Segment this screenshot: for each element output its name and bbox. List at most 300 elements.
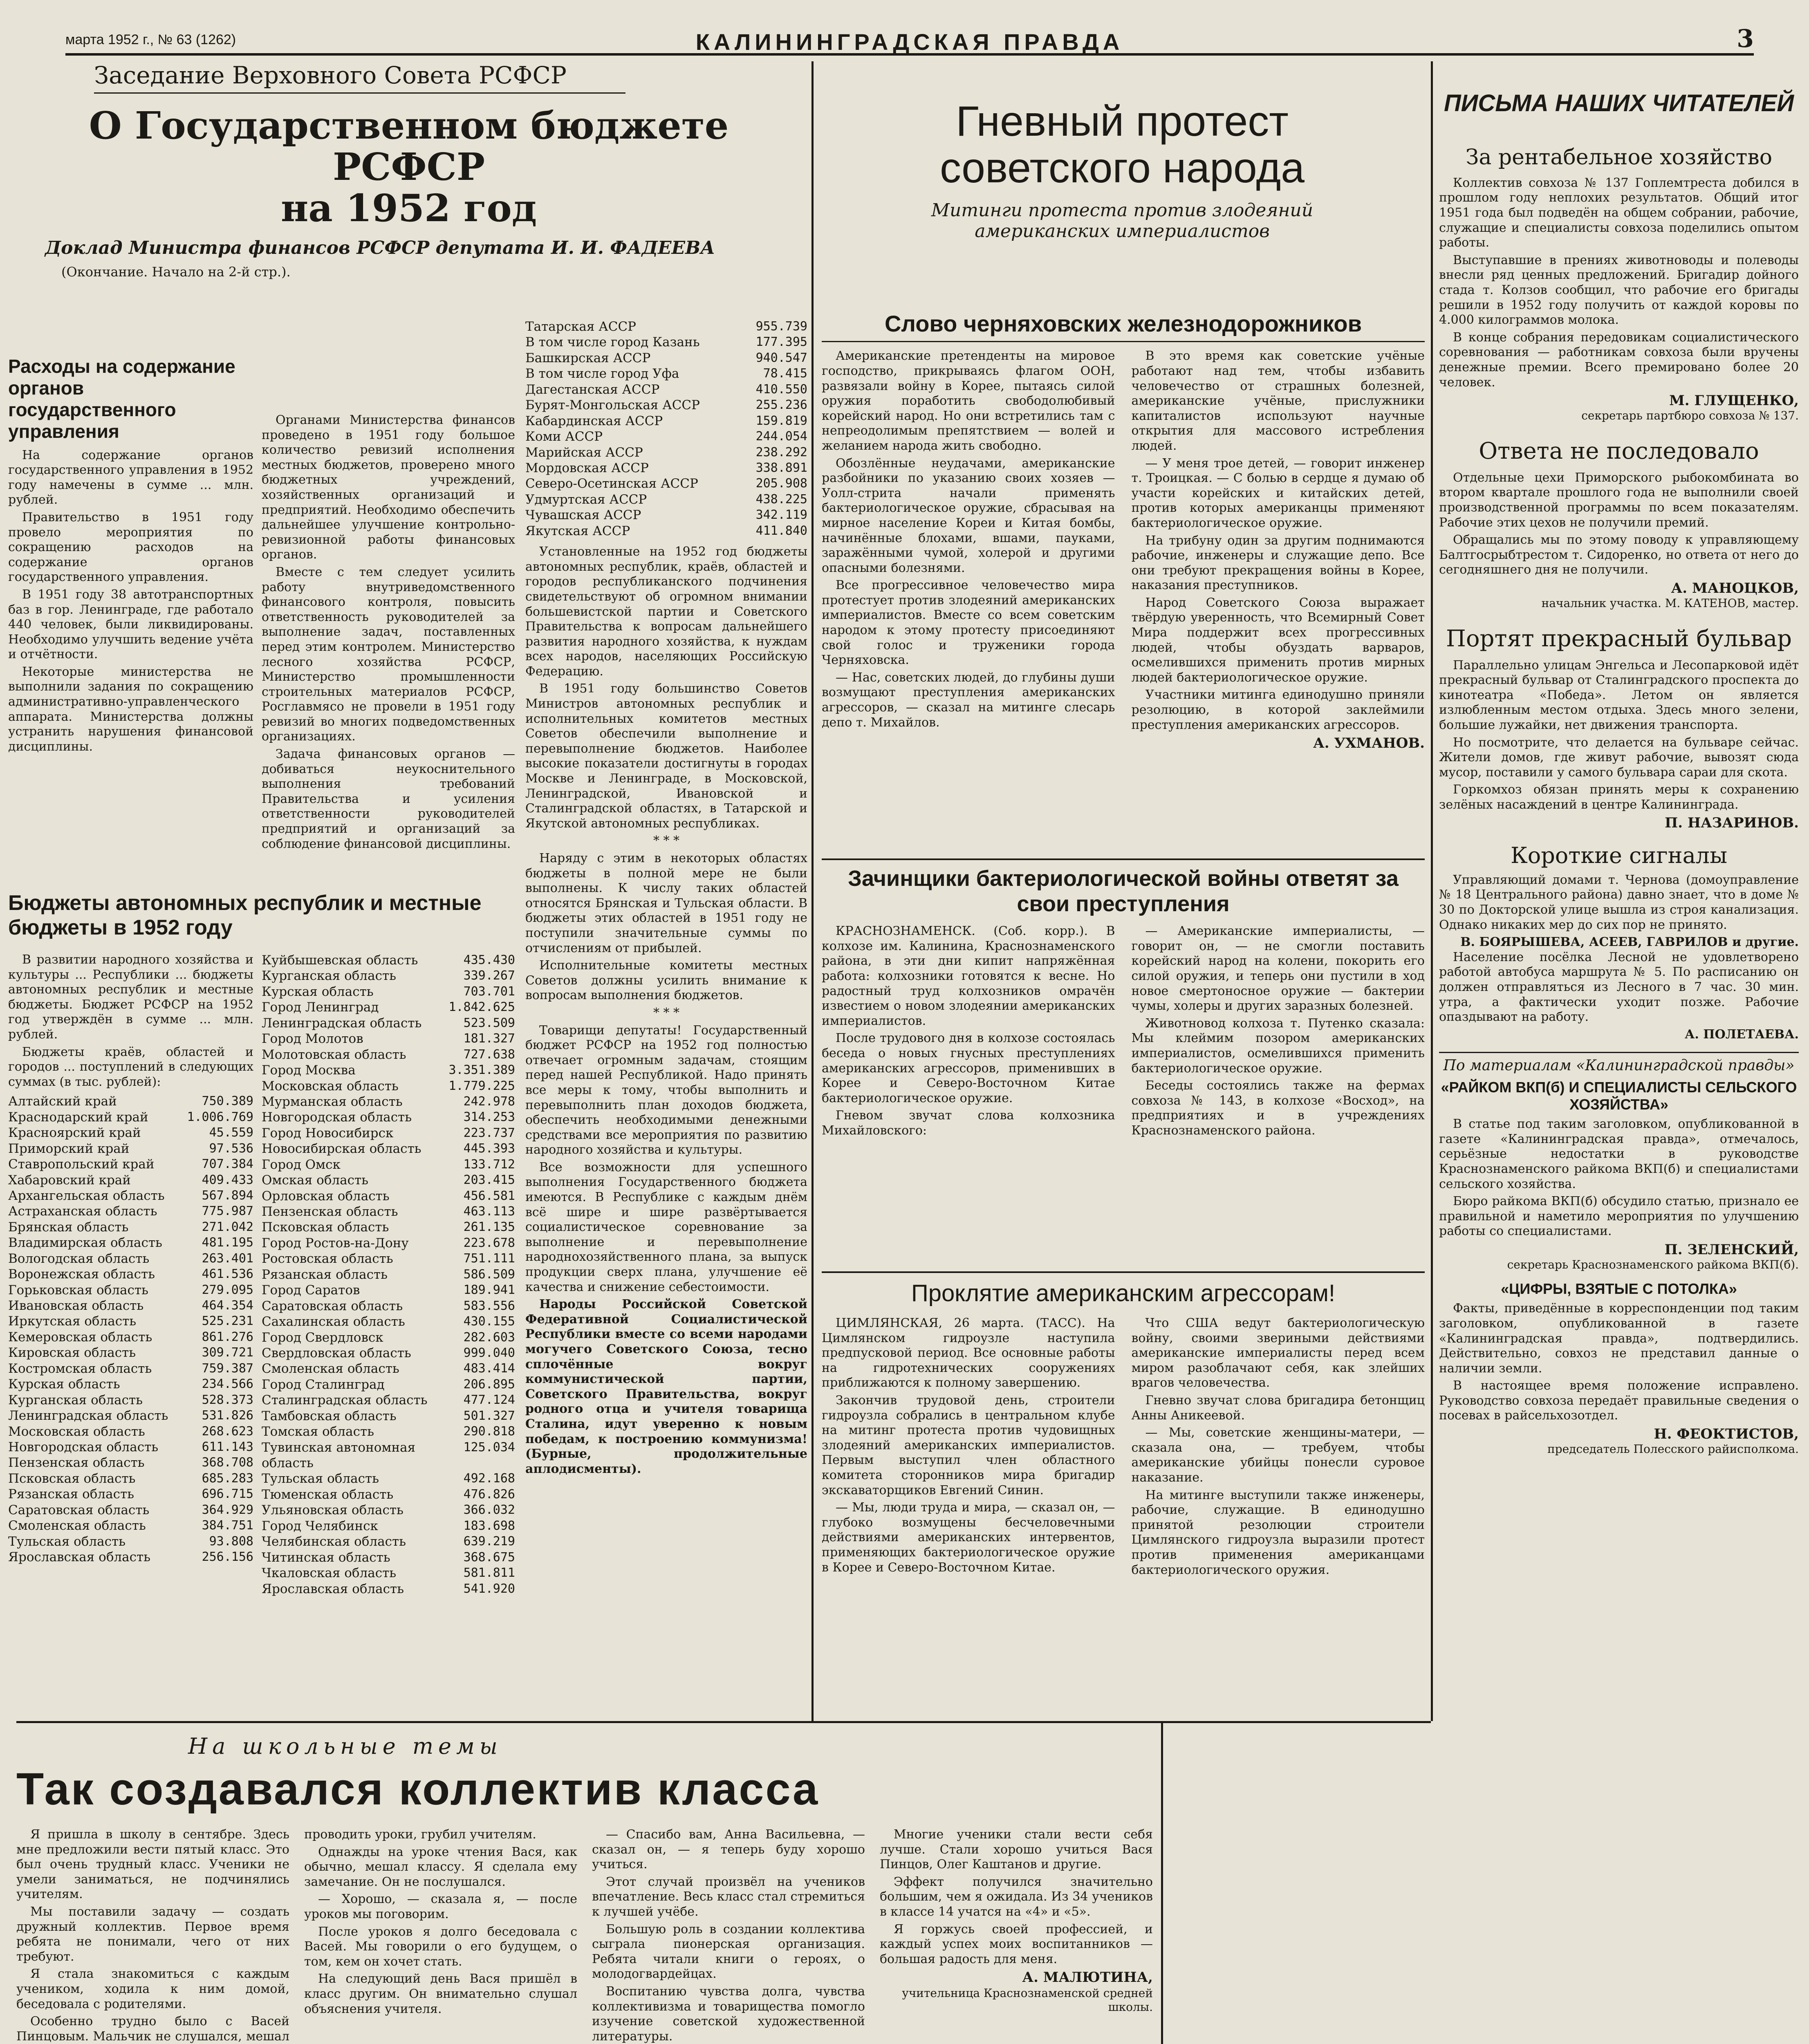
region-name: Коми АССР bbox=[525, 429, 603, 444]
budget-amount: 205.908 bbox=[755, 476, 807, 491]
paragraph: — Американские империалисты, — говорит он, — не смогли поставить корейский народ на колени, покорить его силой оружия, и теперь они пустили в ход новое смертоносное оружие — бактерии чумы, холеры и других заразных болезней. bbox=[1131, 924, 1425, 1013]
budget-row bbox=[8, 1156, 253, 1172]
article-chernyakhovsk bbox=[822, 311, 1425, 843]
region-name: Ярославская область bbox=[262, 1581, 404, 1596]
region-name: Владимирская область bbox=[8, 1235, 162, 1251]
budget-amount: 45.559 bbox=[209, 1125, 253, 1140]
region-name: Марийская АССР bbox=[525, 445, 643, 460]
budget-row bbox=[8, 1282, 253, 1298]
budget-amount: 159.819 bbox=[755, 413, 807, 428]
budget-row bbox=[262, 1172, 515, 1188]
budget-amount: 242.978 bbox=[463, 1094, 515, 1109]
region-name: Хабаровский край bbox=[8, 1172, 131, 1188]
budget-row bbox=[262, 1219, 515, 1235]
paragraph: Но посмотрите, что делается на бульваре сейчас. Жители домов, где живут рабочие, вывозят сюда мусор, поставили у самого бульвара сараи для скота. bbox=[1439, 735, 1799, 780]
region-name: Ленинградская область bbox=[262, 1015, 422, 1031]
paragraph: Факты, приведённые в корреспонденции под таким заголовком, опубликованной в газете «Калининградская правда», подтвердились. Действительно, совхоз не представил данные о наличии земли. bbox=[1439, 1301, 1799, 1376]
paragraph: Однажды на уроке чтения Вася, как обычно, мешал классу. Я сделала ему замечание. Он не послушался. bbox=[304, 1845, 577, 1889]
signature-position: начальник участка. М. КАТЕНОВ, мастер. bbox=[1541, 596, 1799, 610]
paragraph: Я горжусь своей профессией, и каждый успех моих воспитанников — большая радость для меня. bbox=[880, 1922, 1153, 1966]
region-name: Город Саратов bbox=[262, 1283, 360, 1298]
region-name: Чкаловская область bbox=[262, 1566, 397, 1581]
budget-row bbox=[262, 1345, 515, 1361]
separator: * * * bbox=[653, 834, 680, 848]
budget-amount: 384.751 bbox=[202, 1518, 253, 1533]
budget-list-assr bbox=[525, 319, 807, 539]
signature-position: председатель Полесского райисполкома. bbox=[1547, 1442, 1799, 1456]
budget-row bbox=[525, 350, 807, 366]
paragraph: Воспитанию чувства долга, чувства коллективизма и товарищества помогло изучение советской художественной литературы. bbox=[592, 1984, 865, 2044]
region-name: Костромская область bbox=[8, 1361, 152, 1376]
signature: П. ЗЕЛЕНСКИЙ, bbox=[1664, 1241, 1799, 1258]
signature: А. МАНОЦКОВ, bbox=[1671, 580, 1799, 596]
region-name: Курская область bbox=[262, 984, 374, 999]
region-name: Город Свердловск bbox=[262, 1330, 383, 1345]
region-name: Северо-Осетинская АССР bbox=[525, 476, 698, 491]
budget-amount: 483.414 bbox=[463, 1361, 515, 1376]
budget-amount: 481.195 bbox=[202, 1235, 253, 1250]
budget-amount: 3.351.389 bbox=[448, 1063, 515, 1078]
region-name: Город Новосибирск bbox=[262, 1125, 394, 1141]
paragraph: Мы поставили задачу — создать дружный коллектив. Первое время ребята не понимали, чего от них требуют. bbox=[16, 1904, 289, 1964]
budget-amount: 183.698 bbox=[463, 1518, 515, 1533]
paragraph: Обращались мы по этому поводу к управляющему Балтгосрыбтрестом т. Сидоренко, но ответа от него до сегодняшнего дня не получили. bbox=[1439, 533, 1799, 577]
budget-amount: 759.387 bbox=[202, 1361, 253, 1376]
budget-amount: 410.550 bbox=[755, 382, 807, 397]
budget-amount: 314.253 bbox=[463, 1110, 515, 1125]
budget-row bbox=[262, 1031, 515, 1047]
budget-row bbox=[8, 1141, 253, 1156]
region-name: Дагестанская АССР bbox=[525, 382, 660, 397]
budget-amount: 290.818 bbox=[463, 1424, 515, 1439]
region-name: Мурманская область bbox=[262, 1094, 403, 1109]
region-name: Рязанская область bbox=[262, 1267, 388, 1282]
paragraph: Обозлённые неудачами, американские разбойники по указанию своих хозяев — Уолл-стрита начали применять бактериологическое оружие, сбрасывая на мирное население Кореи и Китая бомбы, начинённые блохами, вшами, пауками, заражёнными чумой, холерой и другими опасными болезнями. bbox=[822, 456, 1115, 575]
region-name: Московская область bbox=[262, 1078, 399, 1094]
budget-row bbox=[262, 1314, 515, 1329]
budget-row bbox=[8, 1235, 253, 1251]
protest-subtitle: Митинги протеста против злодеяний американских империалистов bbox=[931, 199, 1314, 242]
budget-amount: 456.581 bbox=[463, 1188, 515, 1203]
paragraph: В это время как советские учёные работают над тем, чтобы избавить человечество от страшных болезней, американские учёные, прислужники капиталистов используют научные открытия для массового истребления людей. bbox=[1131, 349, 1425, 453]
article-headline: Проклятие американским агрессорам! bbox=[822, 1271, 1425, 1307]
budget-amount: 940.547 bbox=[755, 350, 807, 365]
budget-amount: 430.155 bbox=[463, 1314, 515, 1329]
budget-amount: 583.556 bbox=[463, 1298, 515, 1313]
budget-row bbox=[262, 1157, 515, 1172]
section-kicker: На школьные темы bbox=[188, 1733, 502, 1759]
paragraph-closing: Народы Российской Советской Федеративной Социалистической Республики вместе со всеми народами могучего Советского Союза, тесно сплочённые вокруг коммунистической партии, Советского Правительства, вокруг родного отца и учителя товарища Сталина, идут уверенно к новым победам, к построению коммунизма! (Бурные, продолжительные аплодисменты). bbox=[525, 1297, 807, 1476]
region-name: Новосибирская область bbox=[262, 1141, 421, 1156]
region-name: Якутская АССР bbox=[525, 523, 630, 538]
paragraph: После трудового дня в колхозе состоялась беседа о новых гнусных преступлениях американских агрессоров, применивших в Корее и Северо-Восточном Китае бактериологическое оружие. bbox=[822, 1031, 1115, 1105]
newspaper-name: КАЛИНИНГРАДСКАЯ ПРАВДА bbox=[695, 29, 1124, 55]
budget-row bbox=[262, 1581, 515, 1597]
region-name: Город Москва bbox=[262, 1063, 356, 1078]
budget-amount: 366.032 bbox=[463, 1503, 515, 1517]
signature: А. МАЛЮТИНА, bbox=[1022, 1969, 1153, 1986]
budget-amount: 567.894 bbox=[202, 1188, 253, 1203]
paragraph: Гневом звучат слова колхозника Михайловского: bbox=[822, 1108, 1115, 1138]
budget-amount: 206.895 bbox=[463, 1377, 515, 1392]
paragraph: Закончив трудовой день, строители гидроузла собрались в центральном клубе на митинг протеста против чудовищных злодеяний американских империалистов. Первым выступил член областного комитета сторонников мира бригадир экскаваторщиков Евгений Синин. bbox=[822, 1393, 1115, 1497]
budget-row bbox=[8, 1313, 253, 1329]
budget-amount: 256.156 bbox=[202, 1550, 253, 1564]
region-name: Тюменская область bbox=[262, 1487, 394, 1502]
budget-amount: 501.327 bbox=[463, 1408, 515, 1423]
budget-amount: 364.929 bbox=[202, 1502, 253, 1517]
article-headline: Зачинщики бактериологической войны ответят за свои преступления bbox=[822, 858, 1425, 917]
subhead-autonomous-budgets: Бюджеты автономных республик и местные бюджеты в 1952 году bbox=[8, 891, 482, 939]
budget-amount: 282.603 bbox=[463, 1330, 515, 1345]
budget-amount: 750.389 bbox=[202, 1094, 253, 1109]
signature-position: секретарь Краснознаменского райкома ВКП(б). bbox=[1507, 1257, 1799, 1271]
paragraph: — У меня трое детей, — говорит инженер т. Троицкая. — С болью в сердце я думаю об участи корейских и китайских детей, против которых американцы применяют бактериологическое оружие. bbox=[1131, 456, 1425, 530]
region-name: Ульяновская область bbox=[262, 1503, 403, 1518]
paragraph: На содержание органов государственного управления в 1952 году намечены в сумме ... млн. рублей. bbox=[8, 448, 253, 507]
budget-amount: 703.701 bbox=[463, 984, 515, 999]
paragraph: Правительство в 1951 году провело мероприятия по сокращению расходов на содержание органов государственного управления. bbox=[8, 510, 253, 585]
budget-row bbox=[8, 1424, 253, 1439]
paragraph: В 1951 году 38 автотранспортных баз в гор. Ленинграде, где работало 440 человек, были ликвидированы. Необходимо улучшить ведение учёта и отчётности. bbox=[8, 587, 253, 662]
budget-row bbox=[262, 1502, 515, 1518]
budget-row bbox=[262, 1487, 515, 1502]
budget-row bbox=[525, 319, 807, 334]
budget-row bbox=[8, 1486, 253, 1502]
budget-amount: 639.219 bbox=[463, 1534, 515, 1549]
region-name: Башкирская АССР bbox=[525, 350, 651, 365]
region-name: Город Молотов bbox=[262, 1031, 363, 1047]
budget-amount: 203.415 bbox=[463, 1173, 515, 1188]
budget-section bbox=[12, 61, 805, 280]
budget-amount: 189.941 bbox=[463, 1283, 515, 1298]
region-name: Курганская область bbox=[262, 968, 396, 984]
budget-row bbox=[262, 1267, 515, 1282]
paragraph: Выступавшие в прениях животноводы и полеводы внесли ряд ценных предложений. Бригадир дойного стада т. Колзов сообщил, что рабочие его бригады решили в 1952 году получить от каждой коровы по 4.000 килограммов молока. bbox=[1439, 253, 1799, 327]
region-name: Свердловская область bbox=[262, 1345, 411, 1360]
budget-amount: 1.842.625 bbox=[448, 1000, 515, 1015]
region-name: Пензенская область bbox=[262, 1204, 398, 1219]
budget-amount: 177.395 bbox=[755, 335, 807, 350]
budget-amount: 133.712 bbox=[463, 1157, 515, 1172]
paragraph: Особенно трудно было с Васей Пинцовым. Мальчик не слушался, мешал проводить уроки, грубил учителям. bbox=[16, 1827, 536, 2044]
region-name: Удмуртская АССР bbox=[525, 492, 647, 507]
paragraph: Население посёлка Лесной не удовлетворено работой автобуса маршрута № 5. По расписанию он должен отправляться из Лесного в 7 час. 30 мин. утра, а фактически уходит позже. Рабочие опаздывают на работу. bbox=[1439, 950, 1799, 1024]
column-rule bbox=[811, 61, 814, 1721]
budget-amount: 125.034 bbox=[463, 1440, 515, 1455]
region-name: Ленинградская область bbox=[8, 1408, 168, 1423]
budget-amount: 244.054 bbox=[755, 429, 807, 444]
budget-row bbox=[525, 492, 807, 507]
letter-headline: Ответа не последовало bbox=[1479, 438, 1759, 465]
region-name: Ставропольский край bbox=[8, 1157, 155, 1172]
paragraph: Я стала знакомиться с каждым учеником, ходила к ним домой, беседовала с родителями. bbox=[16, 1967, 289, 2011]
region-name: Кемеровская область bbox=[8, 1329, 152, 1345]
budget-col-2b bbox=[262, 953, 515, 1597]
region-name: Астраханская область bbox=[8, 1204, 157, 1219]
budget-row bbox=[8, 1172, 253, 1188]
paragraph: В развитии народного хозяйства и культуры ... Республики ... бюджеты автономных республик и местные бюджеты. Бюджет РСФСР на 1952 год утверждён в сумме ... млн. рублей. bbox=[8, 953, 253, 1042]
budget-amount: 1.779.225 bbox=[448, 1078, 515, 1093]
region-name: Новгородская область bbox=[262, 1110, 412, 1125]
masthead bbox=[65, 25, 1754, 56]
budget-row bbox=[8, 1376, 253, 1392]
column-rule bbox=[1161, 1723, 1163, 2044]
budget-col-2 bbox=[262, 413, 515, 854]
region-name: Ивановская область bbox=[8, 1298, 144, 1313]
paragraph: Некоторые министерства не выполнили задания по сокращению административно-управленческого аппарата. Министерства должны устранить нарушения финансовой дисциплины. bbox=[8, 664, 253, 754]
letter-headline: «РАЙКОМ ВКП(б) И СПЕЦИАЛИСТЫ СЕЛЬСКОГО ХОЗЯЙСТВА» bbox=[1441, 1079, 1797, 1113]
signature-position: секретарь партбюро совхоза № 137. bbox=[1581, 409, 1799, 423]
budget-amount: 339.267 bbox=[463, 968, 515, 983]
budget-amount: 492.168 bbox=[463, 1471, 515, 1486]
paragraph: Большую роль в создании коллектива сыграла пионерская организация. Ребята читали книги о героях, о молодогвардейцах. bbox=[592, 1922, 865, 1981]
region-name: Ростовская область bbox=[262, 1251, 393, 1266]
budget-row bbox=[262, 1094, 515, 1109]
budget-row bbox=[262, 1408, 515, 1424]
budget-row bbox=[8, 1392, 253, 1408]
budget-amount: 223.737 bbox=[463, 1125, 515, 1140]
budget-row bbox=[8, 1439, 253, 1455]
budget-amount: 531.826 bbox=[202, 1408, 253, 1423]
budget-row bbox=[8, 1534, 253, 1549]
region-name: Орловская область bbox=[262, 1188, 390, 1204]
region-name: Сахалинская область bbox=[262, 1314, 405, 1329]
budget-amount: 263.401 bbox=[202, 1251, 253, 1266]
budget-list-regions-2 bbox=[262, 953, 515, 1597]
budget-row bbox=[525, 523, 807, 539]
budget-row bbox=[262, 1298, 515, 1314]
budget-row bbox=[262, 1424, 515, 1439]
region-name: Город Ленинград bbox=[262, 1000, 379, 1015]
budget-amount: 411.840 bbox=[755, 523, 807, 538]
budget-amount: 751.111 bbox=[463, 1251, 515, 1266]
budget-row bbox=[8, 1361, 253, 1376]
budget-amount: 586.509 bbox=[463, 1267, 515, 1282]
region-name: Воронежская область bbox=[8, 1267, 155, 1282]
paragraph: Товарищи депутаты! Государственный бюджет РСФСР на 1952 год полностью отвечает огромным задачам, стоящим перед нашей Республикой. Надо принять все меры к тому, чтобы выполнить и перевыполнить план доходов бюджета, обеспечить необходимыми денежными средствами все мероприятия по развитию народного хозяйства и культуры. bbox=[525, 1023, 807, 1157]
budget-amount: 523.509 bbox=[463, 1015, 515, 1030]
budget-amount: 342.119 bbox=[755, 508, 807, 522]
letter-headline: Короткие сигналы bbox=[1510, 843, 1728, 869]
readers-letters bbox=[1439, 90, 1799, 1456]
paragraph: Задача финансовых органов — добиваться неукоснительного выполнения требований Правительства и усиления ответственности руководителей предприятий и организаций за соблюдение финансовой дисциплины. bbox=[262, 747, 515, 851]
budget-col-1b bbox=[8, 953, 253, 1565]
paragraph: Я пришла в школу в сентябре. Здесь мне предложили вести пятый класс. Это был очень трудный класс. Ученики не умели заниматься, не подчинялись учителям. bbox=[16, 1827, 289, 1902]
paragraph: В статье под таким заголовком, опубликованной в газете «Калининградская правда», отмечалось, серьёзные недостатки в руководстве Краснознаменского райкома ВКП(б) и специалистами сельского хозяйства. bbox=[1439, 1117, 1799, 1191]
budget-row bbox=[525, 366, 807, 381]
budget-row bbox=[8, 1329, 253, 1345]
budget-amount: 438.225 bbox=[755, 492, 807, 507]
budget-row bbox=[525, 460, 807, 476]
protest-title-1: Гневный протест bbox=[956, 98, 1289, 145]
region-name: Московская область bbox=[8, 1424, 145, 1439]
region-name: Тульская область bbox=[262, 1471, 379, 1486]
budget-row bbox=[8, 1204, 253, 1219]
signature: П. НАЗАРИНОВ. bbox=[1665, 815, 1799, 831]
budget-row bbox=[525, 507, 807, 523]
region-name: Кировская область bbox=[8, 1345, 136, 1360]
paragraph: Участники митинга единодушно приняли резолюцию, в которой заклеймили преступления американских агрессоров. bbox=[1131, 688, 1425, 732]
paragraph: Народ Советского Союза выражает твёрдую уверенность, что Всемирный Совет Мира поддержит всех прогрессивных людей, чтобы обуздать варваров, осмелившихся применить против мирных людей бактериологическое оружие. bbox=[1131, 595, 1425, 685]
signature: А. ПОЛЕТАЕВА. bbox=[1684, 1027, 1799, 1042]
region-name: Псковская область bbox=[8, 1471, 136, 1486]
budget-amount: 97.536 bbox=[209, 1141, 253, 1156]
budget-list-regions-1 bbox=[8, 1094, 253, 1565]
budget-row bbox=[262, 984, 515, 1000]
region-name: Алтайский край bbox=[8, 1094, 117, 1109]
paragraph: Горкомхоз обязан принять меры к сохранению зелёных насаждений в центре Калининграда. bbox=[1439, 782, 1799, 812]
budget-amount: 181.327 bbox=[463, 1031, 515, 1046]
signature: Н. ФЕОКТИСТОВ, bbox=[1654, 1426, 1799, 1443]
budget-amount: 261.135 bbox=[463, 1220, 515, 1235]
budget-amount: 611.143 bbox=[202, 1439, 253, 1454]
budget-row bbox=[8, 1109, 253, 1125]
school-article bbox=[16, 1733, 1153, 2044]
paragraph: Беседы состоялись также на фермах совхоза № 143, в колхозе «Восход», на предприятиях и в учреждениях Краснознаменского района. bbox=[1131, 1078, 1425, 1138]
budget-amount: 279.095 bbox=[202, 1282, 253, 1297]
region-name: Город Челябинск bbox=[262, 1518, 378, 1533]
region-name: Бурят-Монгольская АССР bbox=[525, 398, 700, 413]
budget-amount: 727.638 bbox=[463, 1047, 515, 1062]
region-name: Молотовская область bbox=[262, 1047, 406, 1062]
paragraph: — Нас, советских людей, до глубины души возмущают преступления американских агрессоров, — сказал на митинге слесарь депо т. Михайлов. bbox=[822, 670, 1115, 730]
budget-amount: 707.384 bbox=[202, 1157, 253, 1172]
budget-amount: 368.675 bbox=[463, 1550, 515, 1564]
region-name: Саратовская область bbox=[262, 1298, 403, 1313]
paragraph: Гневно звучат слова бригадира бетонщиц Анны Аникеевой. bbox=[1131, 1393, 1425, 1423]
paragraph: Вместе с тем следует усилить работу внутриведомственного финансового контроля, повысить ответственность руководителей за выполнение задач, поставленных перед этим контролем. Министерство лесного хозяйства РСФСР, Министерство промышленности строительных материалов РСФСР, Росглавмясо не провели в 1951 году ревизий во многих подведомственных организациях. bbox=[262, 565, 515, 744]
letter-headline: За рентабельное хозяйство bbox=[1465, 145, 1773, 170]
article-title-2: на 1952 год bbox=[280, 186, 537, 231]
budget-row bbox=[262, 1565, 515, 1581]
follow-up-kicker: По материалам «Калининградской правды» bbox=[1439, 1052, 1799, 1074]
budget-amount: 696.715 bbox=[202, 1487, 253, 1502]
budget-amount: 78.415 bbox=[763, 366, 807, 381]
budget-amount: 528.373 bbox=[202, 1392, 253, 1407]
budget-amount: 464.354 bbox=[202, 1298, 253, 1313]
report-line: Доклад Министра финансов РСФСР депутата И. И. ФАДЕЕВА bbox=[45, 237, 715, 258]
budget-amount: 238.292 bbox=[755, 445, 807, 459]
budget-row bbox=[262, 1282, 515, 1298]
budget-amount: 955.739 bbox=[755, 319, 807, 334]
letter-headline: Портят прекрасный бульвар bbox=[1446, 625, 1792, 652]
region-name: Иркутская область bbox=[8, 1314, 137, 1329]
article-krasnoznamensk bbox=[822, 858, 1425, 1198]
protest-section bbox=[820, 98, 1425, 242]
budget-row bbox=[8, 1094, 253, 1109]
budget-amount: 368.708 bbox=[202, 1455, 253, 1470]
region-name: Красноярский край bbox=[8, 1125, 141, 1141]
paragraph: — Мы, люди труда и мира, — сказал он, — глубоко возмущены бесчеловечными действиями американских интервентов, применяющих бактериологическое оружие в Корее и Северо-Восточном Китае. bbox=[822, 1500, 1115, 1575]
paragraph: Американские претенденты на мировое господство, прикрываясь флагом ООН, развязали войну в Корее, пытаясь силой оружия поработить свободолюбивый корейский народ. Но они встретились там с непреодолимым препятствием — волей и желанием народа жить свободно. bbox=[822, 349, 1115, 453]
budget-row bbox=[262, 953, 515, 968]
article-title: Так создавался коллектив класса bbox=[16, 1764, 820, 1814]
budget-row bbox=[262, 1235, 515, 1251]
budget-amount: 268.623 bbox=[202, 1424, 253, 1439]
region-name: Рязанская область bbox=[8, 1487, 134, 1502]
budget-row bbox=[262, 1109, 515, 1125]
paragraph: В настоящее время положение исправлено. Руководство совхоза передаёт правильные сведения о посевах в райсельхозотдел. bbox=[1439, 1378, 1799, 1423]
region-name: Смоленская область bbox=[8, 1518, 146, 1533]
section-kicker: Заседание Верховного Совета РСФСР bbox=[94, 61, 625, 94]
region-name: Челябинская область bbox=[262, 1534, 406, 1549]
budget-row bbox=[262, 1361, 515, 1376]
signature: А. УХМАНОВ. bbox=[1313, 735, 1425, 752]
budget-amount: 581.811 bbox=[463, 1566, 515, 1580]
budget-amount: 255.236 bbox=[755, 398, 807, 412]
protest-title-2: советского народа bbox=[939, 144, 1305, 192]
region-name: Приморский край bbox=[8, 1141, 130, 1156]
section-rule bbox=[16, 1721, 1431, 1723]
budget-row bbox=[262, 1188, 515, 1204]
paragraph: — Спасибо вам, Анна Васильевна, — сказал он, — я теперь буду хорошо учиться. bbox=[592, 1827, 865, 1872]
region-name: Сталинградская область bbox=[262, 1393, 428, 1408]
paragraph: — Хорошо, — сказала я, — после уроков мы поговорим. bbox=[304, 1892, 577, 1921]
region-name: Пензенская область bbox=[8, 1455, 145, 1470]
budget-amount: 435.430 bbox=[463, 953, 515, 967]
budget-row bbox=[262, 1125, 515, 1141]
paragraph: Исполнительные комитеты местных Советов должны усилить внимание к вопросам выполнения бюджетов. bbox=[525, 958, 807, 1003]
budget-row bbox=[525, 445, 807, 460]
paragraph: Органами Министерства финансов проведено в 1951 году большое количество ревизий исполнения местных бюджетов, проверено много бюджетных учреждений, хозяйственных организаций и предприятий. Необходимо обеспечить дальнейшее улучшение контрольно-ревизионной работы финансовых органов. bbox=[262, 413, 515, 562]
budget-row bbox=[262, 1330, 515, 1345]
budget-row bbox=[525, 382, 807, 397]
separator: * * * bbox=[653, 1005, 680, 1020]
continuation-note: (Окончание. Начало на 2-й стр.). bbox=[61, 264, 291, 280]
budget-row bbox=[262, 1251, 515, 1266]
budget-row bbox=[525, 413, 807, 429]
paragraph: В 1951 году большинство Советов Министров автономных республик и исполнительных комитетов местных Советов обеспечили выполнение и перевыполнение бюджетов. Наиболее высокие показатели достигнуты в городах Москве и Ленинграде, в Московской, Ленинградской, Ивановской и Сталинградской областях, в Татарской и Якутской автономных республиках. bbox=[525, 681, 807, 831]
article-tsimlyanskaya bbox=[822, 1271, 1425, 1676]
region-name: Татарская АССР bbox=[525, 319, 637, 334]
budget-amount: 409.433 bbox=[202, 1172, 253, 1187]
region-name: Курская область bbox=[8, 1377, 120, 1392]
budget-row bbox=[8, 1518, 253, 1533]
budget-row bbox=[262, 1204, 515, 1219]
paragraph: Коллектив совхоза № 137 Гоплемтреста добился в прошлом году неплохих результатов. Общий итог 1951 года был подведён на общем собрании, рабочие, служащие и специалисты совхоза поделились опытом работы. bbox=[1439, 175, 1799, 250]
paragraph: На трибуну один за другим поднимаются рабочие, инженеры и служащие депо. Все они требуют прекращения войны в Корее, наказания преступников. bbox=[1131, 533, 1425, 593]
budget-row bbox=[525, 397, 807, 413]
subhead-admin-expenses: Расходы на содержание органов государственного управления bbox=[8, 356, 235, 442]
budget-row bbox=[262, 1440, 515, 1471]
budget-amount: 1.006.769 bbox=[187, 1109, 253, 1124]
paragraph: На митинге выступили также инженеры, рабочие, служащие. В единодушно принятой резолюции строители Цимлянского гидроузла выразили протест против применения американцами бактериологического оружия. bbox=[1131, 1488, 1425, 1577]
signature: В. БОЯРЫШЕВА, АСЕЕВ, ГАВРИЛОВ и другие. bbox=[1460, 935, 1799, 950]
budget-row bbox=[8, 1188, 253, 1204]
budget-row bbox=[262, 1534, 515, 1549]
region-name: Томская область bbox=[262, 1424, 374, 1439]
budget-row bbox=[262, 1471, 515, 1486]
budget-amount: 477.124 bbox=[463, 1393, 515, 1407]
region-name: В том числе город Казань bbox=[525, 335, 700, 350]
budget-row bbox=[262, 1141, 515, 1156]
budget-col-1 bbox=[8, 356, 253, 757]
paragraph: Параллельно улицам Энгельса и Лесопарковой идёт прекрасный бульвар от Сталинградского проспекта до кинотеатра «Победа». Летом он является излюбленным местом отдыха. Здесь много зелени, большие лужайки, нет движения транспорта. bbox=[1439, 658, 1799, 732]
issue-date: марта 1952 г., № 63 (1262) bbox=[65, 32, 236, 47]
budget-row bbox=[8, 1408, 253, 1423]
region-name: Чувашская АССР bbox=[525, 508, 641, 523]
budget-amount: 775.987 bbox=[202, 1204, 253, 1219]
region-name: Тамбовская область bbox=[262, 1408, 397, 1423]
region-name: Омская область bbox=[262, 1173, 369, 1188]
budget-amount: 461.536 bbox=[202, 1267, 253, 1282]
region-name: Смоленская область bbox=[262, 1361, 399, 1376]
budget-amount: 999.040 bbox=[463, 1345, 515, 1360]
region-name: Читинская область bbox=[262, 1550, 390, 1565]
paragraph: Многие ученики стали вести себя лучше. Стали хорошо учиться Вася Пинцов, Олег Каштанов и другие. bbox=[880, 1827, 1153, 1872]
budget-row bbox=[262, 968, 515, 984]
